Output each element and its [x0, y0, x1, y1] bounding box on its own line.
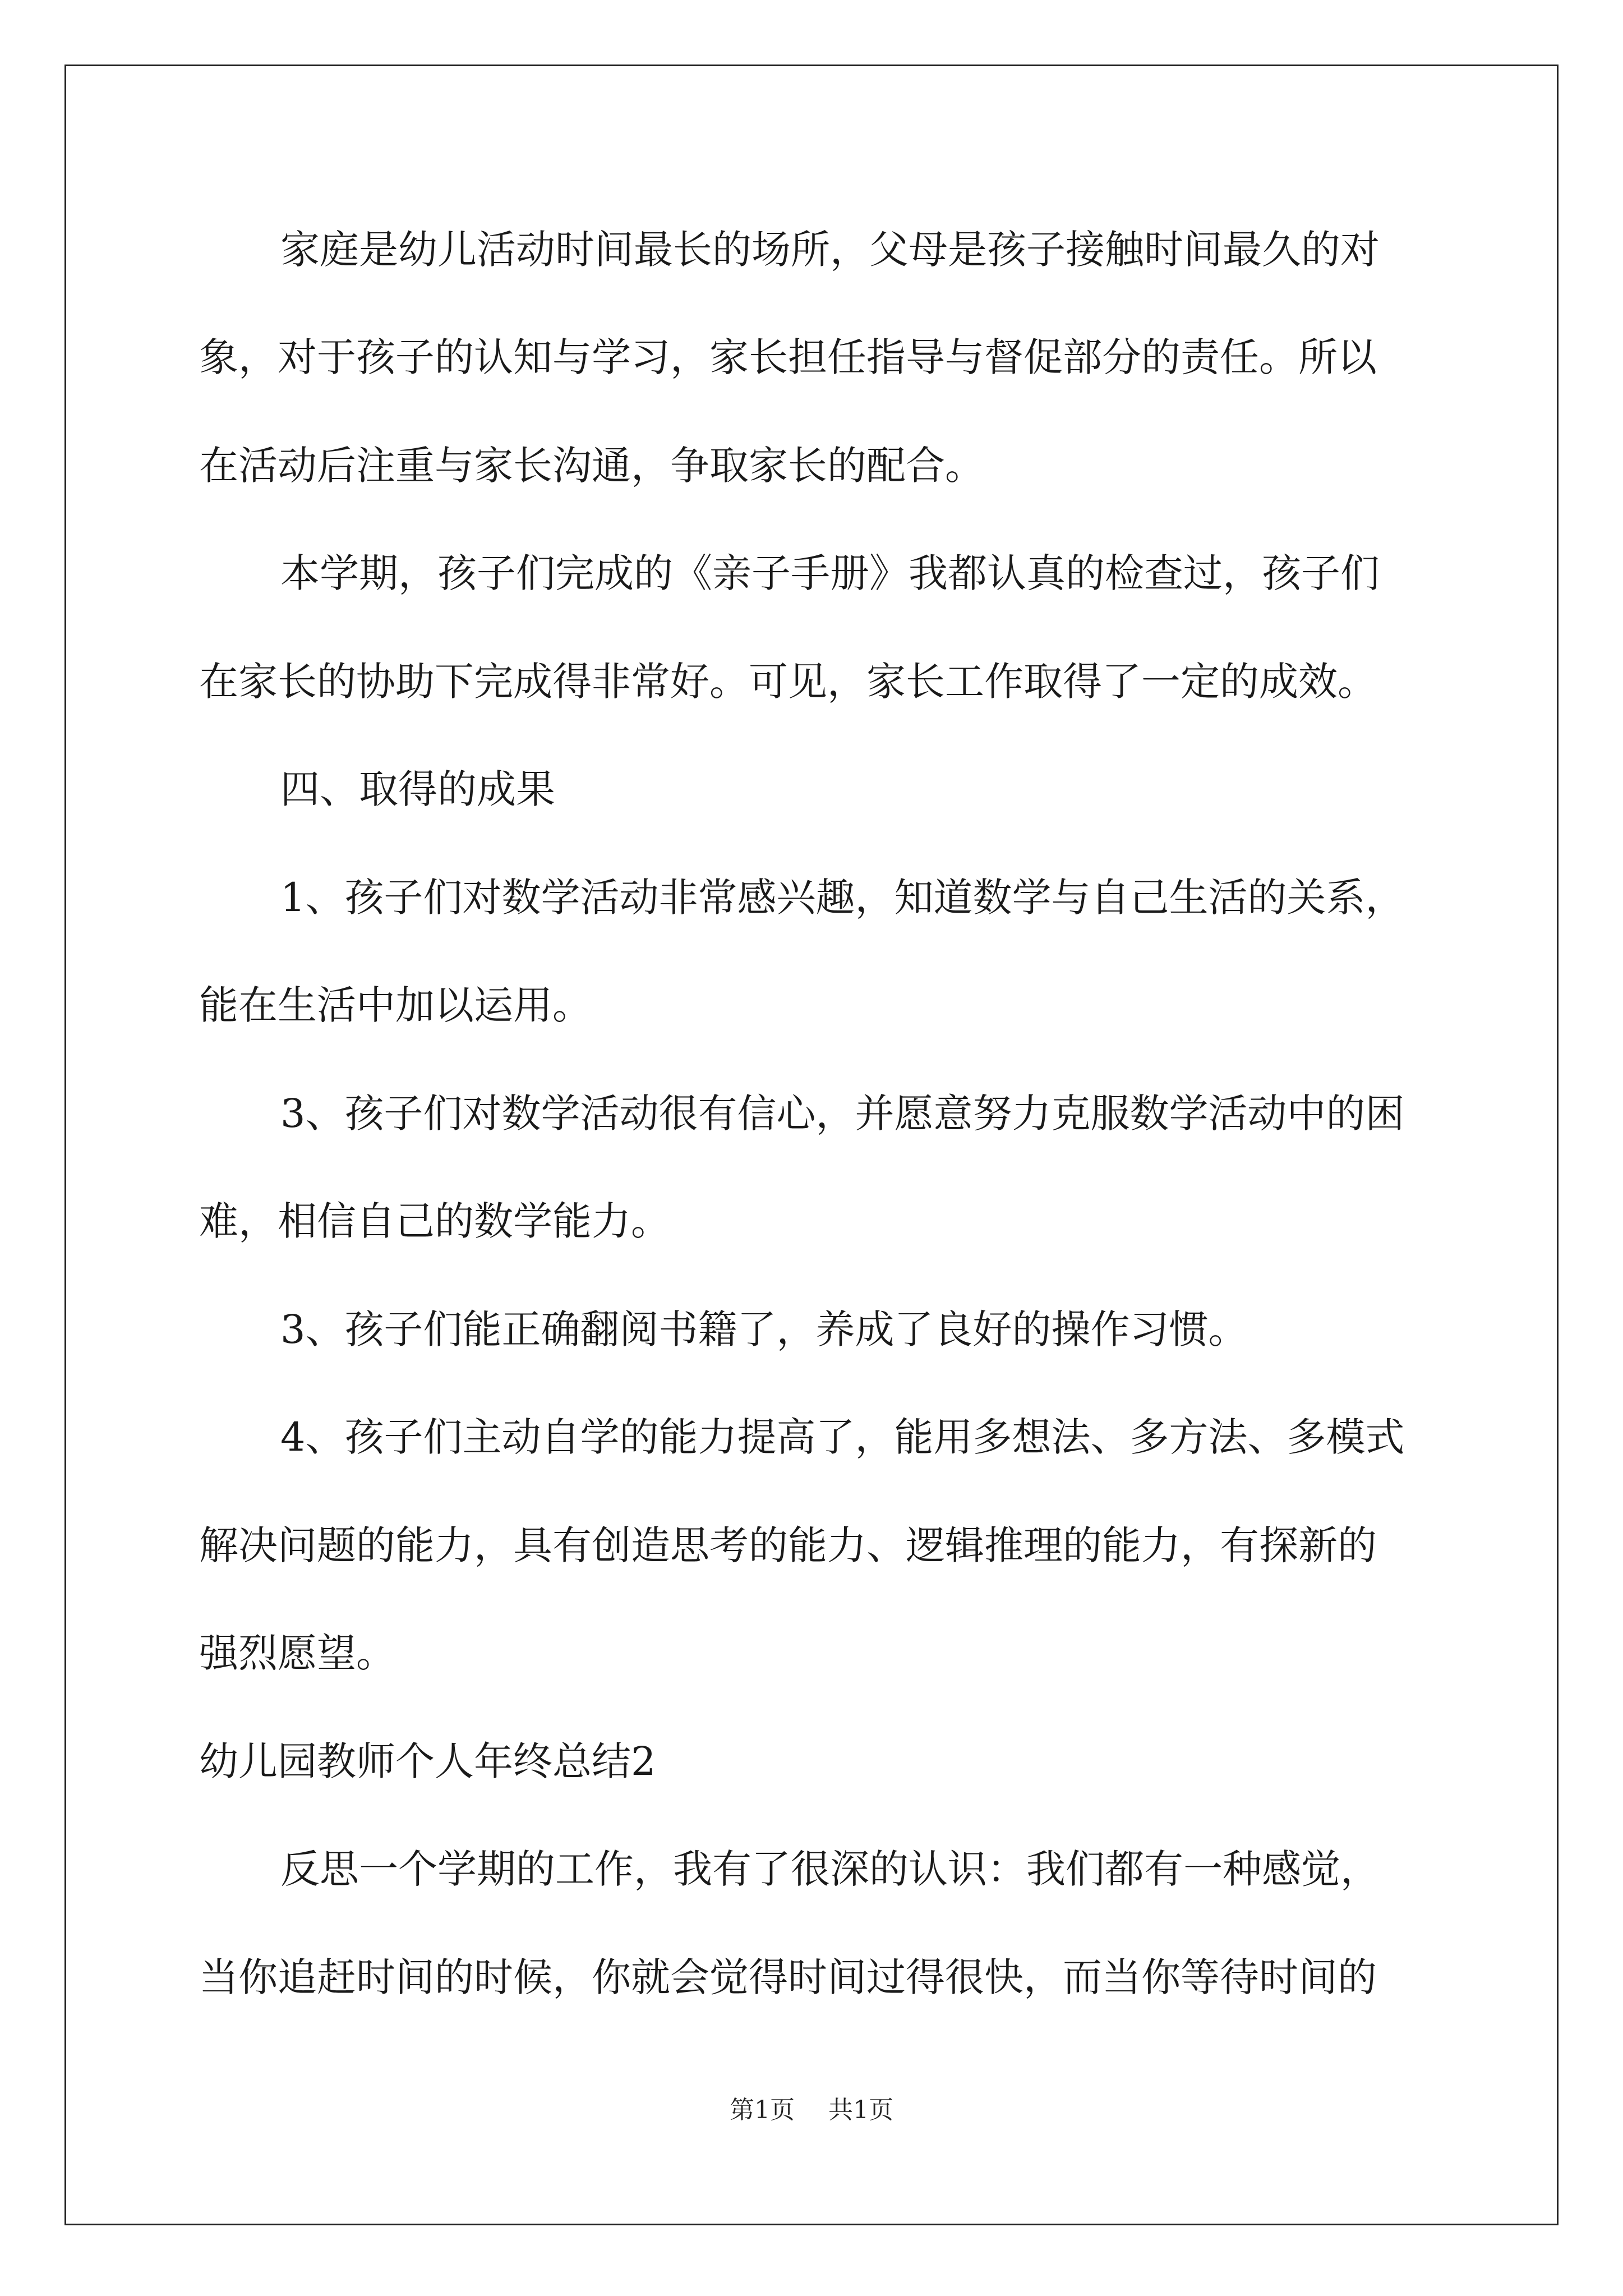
paragraph-line: 1、孩子们对数学活动非常感兴趣，知道数学与自己生活的关系，: [280, 875, 1405, 921]
page-footer: [0, 2093, 1623, 2127]
paragraph-line: 反思一个学期的工作，我有了很深的认识：我们都有一种感觉，: [280, 1846, 1380, 1892]
paragraph-line: 当你追赶时间的时候，你就会觉得时间过得很快，而当你等待时间的: [199, 1954, 1377, 2000]
page-number: 第1页: [730, 2096, 795, 2124]
paragraph-line: 4、孩子们主动自学的能力提高了，能用多想法、多方法、多模式: [280, 1414, 1405, 1460]
paragraph-line: 强烈愿望。: [199, 1630, 395, 1676]
paragraph-line: 象，对于孩子的认知与学习，家长担任指导与督促部分的责任。所以: [199, 334, 1377, 380]
paragraph-line: 解决问题的能力，具有创造思考的能力、逻辑推理的能力，有探新的: [199, 1522, 1377, 1568]
paragraph-line: 能在生活中加以运用。: [199, 982, 592, 1028]
page-border: [64, 65, 1559, 2225]
paragraph-line: 在家长的协助下完成得非常好。可见，家长工作取得了一定的成效。: [199, 659, 1377, 705]
paragraph-line: 本学期，孩子们完成的《亲子手册》我都认真的检查过，孩子们: [280, 550, 1380, 596]
paragraph-line: 难，相信自己的数学能力。: [199, 1198, 670, 1244]
section-heading: 四、取得的成果: [280, 766, 555, 812]
paragraph-line: 3、孩子们能正确翻阅书籍了，养成了良好的操作习惯。: [280, 1306, 1248, 1352]
paragraph-line: 在活动后注重与家长沟通，争取家长的配合。: [199, 443, 984, 489]
page-total: 共1页: [828, 2096, 893, 2124]
paragraph-line: 家庭是幼儿活动时间最长的场所，父母是孩子接触时间最久的对: [280, 227, 1380, 273]
paragraph-line: 3、孩子们对数学活动很有信心，并愿意努力克服数学活动中的困: [280, 1091, 1405, 1137]
document-title: 幼儿园教师个人年终总结2: [199, 1738, 656, 1784]
